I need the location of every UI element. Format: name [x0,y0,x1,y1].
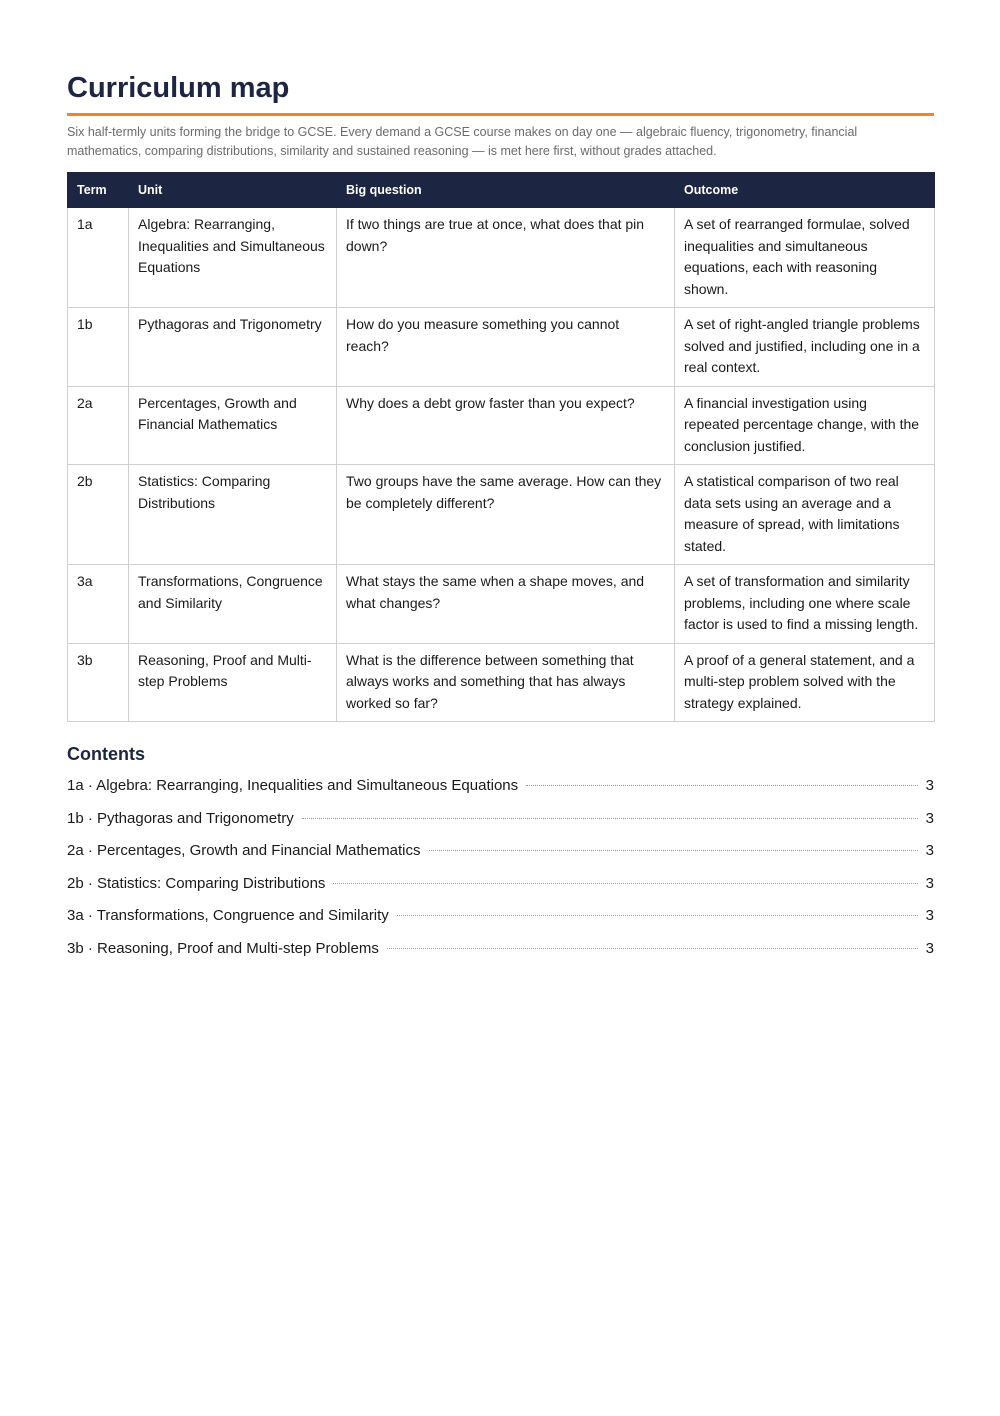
toc-entry-label: 1b · Pythagoras and Trigonometry [67,809,294,827]
cell-unit: Transformations, Congruence and Similarity [129,565,337,644]
cell-big-question: What stays the same when a shape moves, and what changes? [337,565,675,644]
header-term: Term [68,173,129,208]
curriculum-table [67,172,935,722]
toc-entry-label: 3a · Transformations, Congruence and Similarity [67,907,389,924]
intro-paragraph: Six half-termly units forming the bridge to GCSE. Every demand a GCSE course makes on day one — algebraic fluency, trigonometry, financial mathematics, comparing distributions, similarity and sustained reasoning — is met here first, without grades attached. [67,125,858,158]
toc-dot-leader [397,915,918,916]
toc-page-number: 3 [925,907,934,924]
header-big-question: Big question [337,173,675,208]
title-accent-rule [67,113,934,116]
cell-big-question: Why does a debt grow faster than you expect? [337,386,675,465]
toc-entry-label: 1a · Algebra: Rearranging, Inequalities and Simultaneous Equations [67,777,519,794]
cell-outcome: A financial investigation using repeated percentage change, with the conclusion justified. [675,386,935,465]
toc-entry-2a[interactable] [67,835,934,868]
table-row [68,565,935,644]
header-outcome: Outcome [675,173,935,208]
toc-dot-leader [526,785,918,786]
cell-term: 1a [68,208,129,308]
toc-page-number: 3 [925,939,934,957]
toc-dot-leader [429,850,918,851]
cell-outcome: A proof of a general statement, and a multi-step problem solved with the strategy explained. [675,643,935,722]
table-row [68,465,935,565]
cell-big-question: What is the difference between something that always works and something that has always worked so far? [337,643,675,722]
toc-entry-2b[interactable] [67,868,934,901]
toc-entry-label: 3b · Reasoning, Proof and Multi-step Problems [67,939,379,957]
contents-heading: Contents [67,744,145,764]
cell-outcome: A set of right-angled triangle problems solved and justified, including one in a real context. [675,308,935,387]
toc-entry-1b[interactable] [67,803,934,836]
toc-entry-label: 2a · Percentages, Growth and Financial Mathematics [67,842,421,859]
cell-outcome: A set of transformation and similarity problems, including one where scale factor is used to find a missing length. [675,565,935,644]
table-header-row [68,173,935,208]
cell-unit: Pythagoras and Trigonometry [129,308,337,387]
toc-page-number: 3 [925,777,934,794]
toc-entry-label: 2b · Statistics: Comparing Distributions [67,874,326,892]
page-title: Curriculum map [67,72,290,104]
table-row [68,208,935,308]
toc-page-number: 3 [925,842,934,859]
cell-unit: Algebra: Rearranging, Inequalities and Simultaneous Equations [129,208,337,308]
document-page [67,70,934,965]
cell-unit: Statistics: Comparing Distributions [129,465,337,565]
toc-entry-3a[interactable] [67,900,934,933]
table-row [68,386,935,465]
table-of-contents [67,770,934,965]
toc-entry-1a[interactable] [67,770,934,803]
table-row [68,643,935,722]
toc-page-number: 3 [925,809,934,827]
cell-term: 2a [68,386,129,465]
cell-outcome: A statistical comparison of two real data sets using an average and a measure of spread, with limitations stated. [675,465,935,565]
toc-entry-3b[interactable] [67,933,934,966]
cell-big-question: Two groups have the same average. How can they be completely different? [337,465,675,565]
cell-unit: Reasoning, Proof and Multi-step Problems [129,643,337,722]
cell-big-question: If two things are true at once, what does that pin down? [337,208,675,308]
table-row [68,308,935,387]
toc-dot-leader [333,883,917,884]
cell-outcome: A set of rearranged formulae, solved inequalities and simultaneous equations, each with reasoning shown. [675,208,935,308]
cell-big-question: How do you measure something you cannot reach? [337,308,675,387]
toc-page-number: 3 [925,874,934,892]
cell-unit: Percentages, Growth and Financial Mathematics [129,386,337,465]
cell-term: 3a [68,565,129,644]
toc-dot-leader [387,948,918,949]
header-unit: Unit [129,173,337,208]
toc-dot-leader [302,818,918,819]
cell-term: 3b [68,643,129,722]
cell-term: 1b [68,308,129,387]
cell-term: 2b [68,465,129,565]
